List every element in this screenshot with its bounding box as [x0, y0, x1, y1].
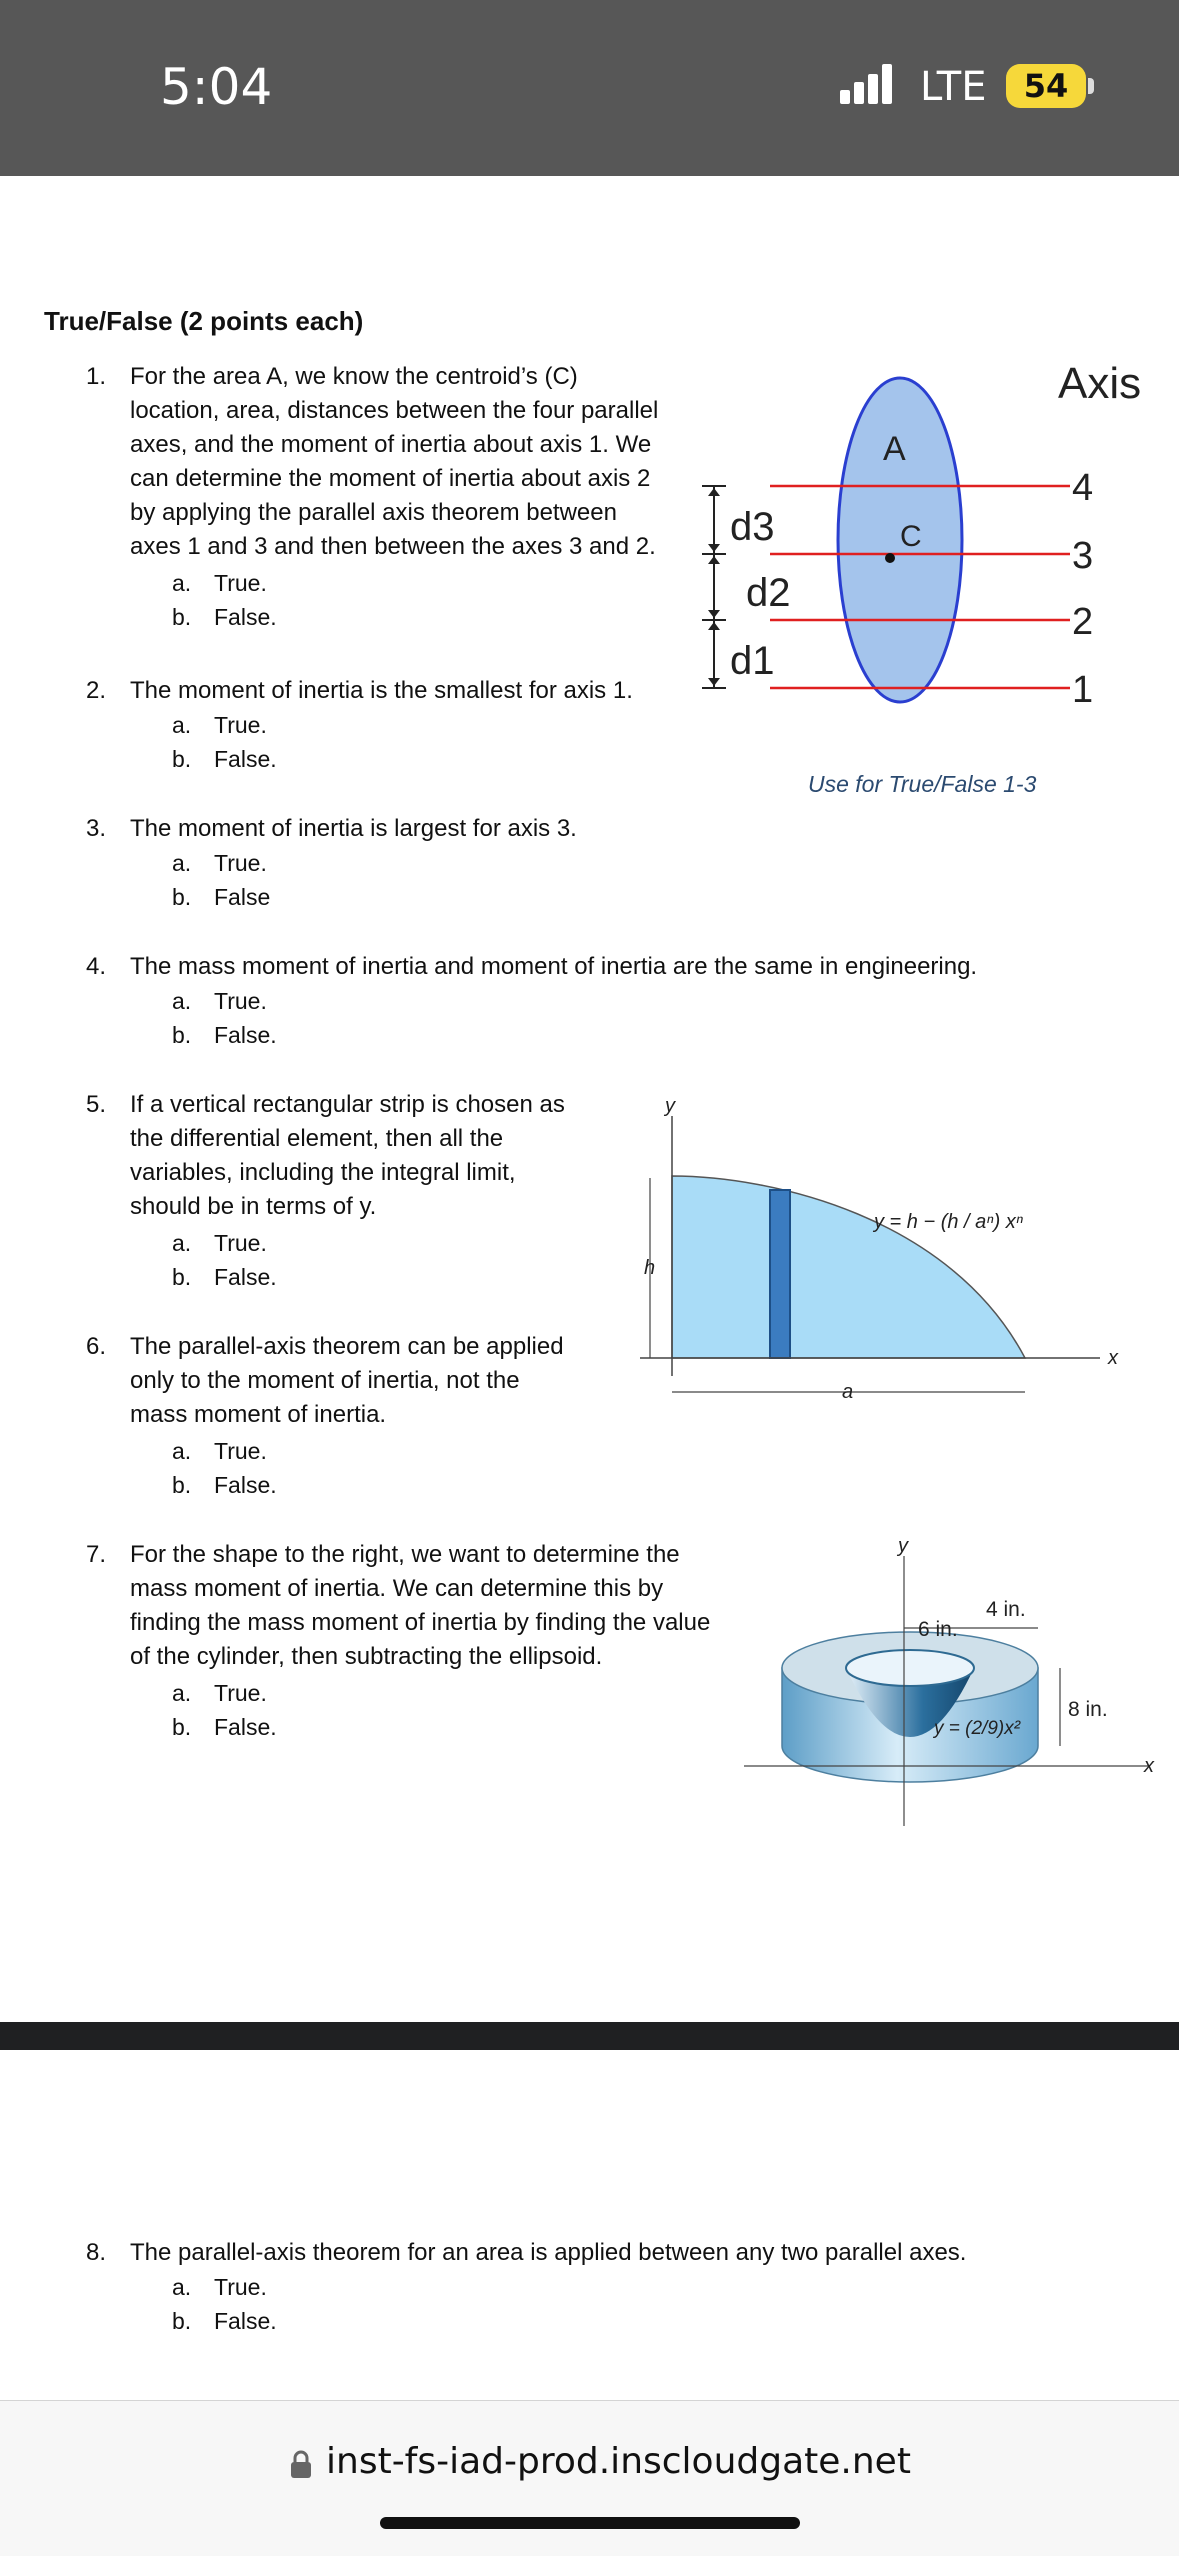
label-d3: d3: [730, 505, 775, 549]
question-text-line: axes 1 and 3 and then between the axes 3 and 2.: [130, 533, 656, 560]
axis-label-4: 4: [1072, 467, 1094, 509]
question-text-line: For the area A, we know the centroid’s (C): [130, 363, 578, 390]
status-bar: [0, 0, 1179, 176]
figure-cylinder: [740, 1536, 1170, 1836]
question-text-line: finding the mass moment of inertia by finding the value: [130, 1609, 711, 1636]
network-type: LTE: [920, 64, 987, 110]
section-title: True/False (2 points each): [44, 306, 364, 336]
question-text-line: should be in terms of y.: [130, 1193, 377, 1220]
question-text-line: only to the moment of inertia, not the: [130, 1367, 520, 1394]
option-letter: b.: [172, 1714, 192, 1740]
question-text-line: mass moment of inertia. We can determine this by: [130, 1575, 664, 1602]
figure-parallel-axes: [690, 356, 1170, 996]
option-letter: a.: [172, 1230, 192, 1256]
option-a-true[interactable]: True.: [214, 570, 267, 596]
option-b-false[interactable]: False.: [214, 1022, 277, 1048]
arrow-head: [708, 610, 720, 618]
axis-title: Axis: [1058, 359, 1142, 408]
label-x: x: [1144, 1755, 1154, 1777]
question-text-line: can determine the moment of inertia about axis 2: [130, 465, 651, 492]
option-letter: b.: [172, 1264, 192, 1290]
option-a-true[interactable]: True.: [214, 712, 267, 738]
question-text-line: axes, and the moment of inertia about axis 1. We: [130, 431, 652, 458]
question-text-line: of the cylinder, then subtracting the ellipsoid.: [130, 1643, 603, 1670]
option-letter: a.: [172, 1680, 192, 1706]
question-number: 7.: [86, 1541, 107, 1568]
question-number: 1.: [86, 363, 107, 390]
arrow-head: [708, 488, 720, 496]
option-letter: a.: [172, 988, 192, 1014]
option-a-true[interactable]: True.: [214, 988, 267, 1014]
label-centroid-c: C: [900, 520, 922, 553]
question-text-line: The parallel-axis theorem for an area is applied between any two parallel axes.: [130, 2239, 967, 2266]
question-number: 8.: [86, 2239, 107, 2266]
option-letter: b.: [172, 884, 192, 910]
cavity-equation: y = (2/9)x²: [934, 1718, 1021, 1739]
battery-nub: [1088, 78, 1094, 94]
label-y: y: [898, 1536, 908, 1557]
question-text-line: The moment of inertia is largest for axis 3.: [130, 815, 577, 842]
status-time: 5:04: [160, 58, 273, 116]
question-text-line: If a vertical rectangular strip is chosen as: [130, 1091, 565, 1118]
option-a-true[interactable]: True.: [214, 1680, 267, 1706]
option-letter: a.: [172, 2274, 192, 2300]
label-x: x: [1108, 1347, 1118, 1369]
option-letter: b.: [172, 746, 192, 772]
option-a-true[interactable]: True.: [214, 2274, 267, 2300]
label-6-in: 6 in.: [918, 1618, 958, 1641]
figure-caption: Use for True/False 1-3: [808, 771, 1037, 797]
shaded-area: [672, 1176, 1025, 1358]
axis-label-2: 2: [1072, 601, 1094, 643]
question-text-line: mass moment of inertia.: [130, 1401, 387, 1428]
question-text-line: location, area, distances between the four parallel: [130, 397, 659, 424]
axis-label-3: 3: [1072, 535, 1094, 577]
question-text-line: The mass moment of inertia and moment of inertia are the same in engineering.: [130, 953, 978, 980]
option-letter: a.: [172, 1438, 192, 1464]
question-text-line: by applying the parallel axis theorem between: [130, 499, 617, 526]
differential-strip: [770, 1190, 790, 1358]
curve-equation: y = h − (h / aⁿ) xⁿ: [874, 1211, 1024, 1233]
home-indicator[interactable]: [380, 2517, 800, 2529]
label-d1: d1: [730, 639, 775, 683]
label-y: y: [665, 1096, 675, 1117]
cavity-opening: [846, 1650, 974, 1686]
label-h: h: [644, 1257, 656, 1279]
option-a-true[interactable]: True.: [214, 1438, 267, 1464]
option-b-false[interactable]: False: [214, 884, 271, 910]
question-number: 5.: [86, 1091, 107, 1118]
option-letter: a.: [172, 570, 192, 596]
label-a: a: [842, 1381, 854, 1403]
label-8-in: 8 in.: [1068, 1698, 1108, 1721]
option-letter: b.: [172, 1472, 192, 1498]
battery-icon: 54: [1006, 64, 1086, 108]
browser-address-bar[interactable]: [0, 2400, 1179, 2556]
label-4-in: 4 in.: [986, 1598, 1026, 1621]
centroid-dot: [885, 553, 895, 563]
question-number: 6.: [86, 1333, 107, 1360]
option-b-false[interactable]: False.: [214, 1264, 277, 1290]
option-b-false[interactable]: False.: [214, 604, 277, 630]
arrow-head: [708, 678, 720, 686]
label-d2: d2: [746, 571, 791, 615]
axis-label-1: 1: [1072, 669, 1094, 711]
question-number: 4.: [86, 953, 107, 980]
url-text[interactable]: inst-fs-iad-prod.inscloudgate.net: [326, 2441, 911, 2482]
question-text-line: The parallel-axis theorem can be applied: [130, 1333, 564, 1360]
option-letter: b.: [172, 604, 192, 630]
question-number: 2.: [86, 677, 107, 704]
question-text-line: For the shape to the right, we want to determine the: [130, 1541, 680, 1568]
question-text-line: The moment of inertia is the smallest for axis 1.: [130, 677, 633, 704]
page-divider: [0, 2022, 1179, 2050]
option-letter: a.: [172, 850, 192, 876]
option-letter: b.: [172, 2308, 192, 2334]
option-b-false[interactable]: False.: [214, 1714, 277, 1740]
label-area-a: A: [883, 430, 906, 468]
arrow-head: [708, 622, 720, 630]
option-a-true[interactable]: True.: [214, 1230, 267, 1256]
option-b-false[interactable]: False.: [214, 2308, 277, 2334]
arrow-head: [708, 544, 720, 552]
option-b-false[interactable]: False.: [214, 746, 277, 772]
figure-area-strip: [620, 1096, 1140, 1416]
question-number: 3.: [86, 815, 107, 842]
arrow-head: [708, 556, 720, 564]
question-text-line: variables, including the integral limit,: [130, 1159, 516, 1186]
question-text-line: the differential element, then all the: [130, 1125, 504, 1152]
lock-icon: [290, 2449, 312, 2479]
option-letter: b.: [172, 1022, 192, 1048]
option-letter: a.: [172, 712, 192, 738]
option-b-false[interactable]: False.: [214, 1472, 277, 1498]
signal-icon: [840, 64, 900, 104]
option-a-true[interactable]: True.: [214, 850, 267, 876]
